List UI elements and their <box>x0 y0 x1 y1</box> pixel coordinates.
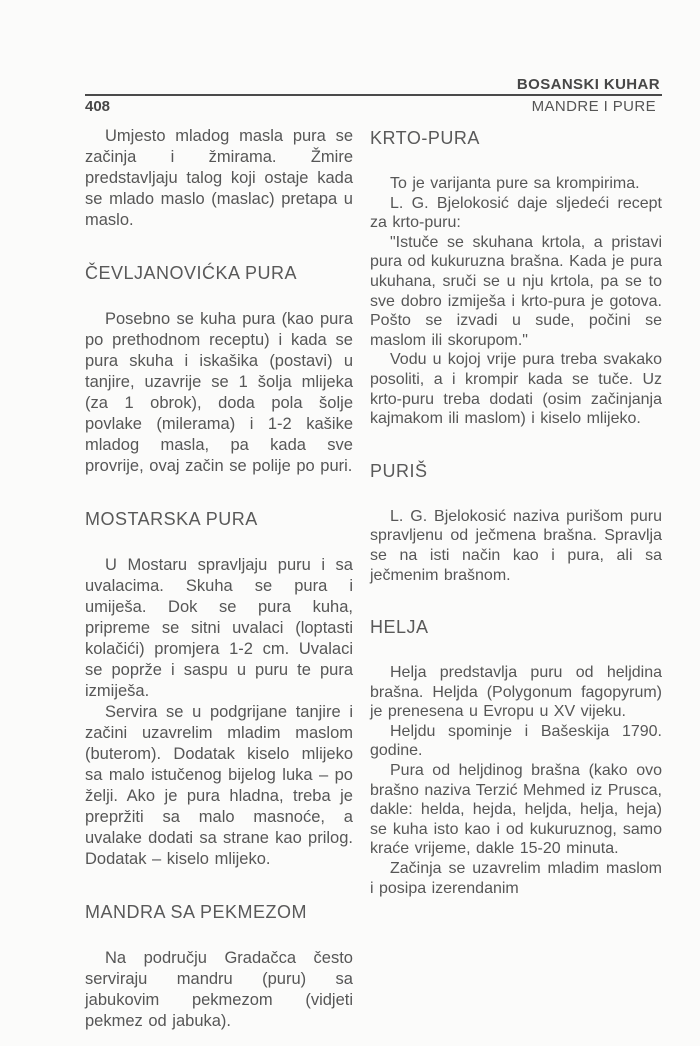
two-column-text <box>85 126 662 1032</box>
right-column <box>370 126 662 1032</box>
paragraph: U Mostaru spravljaju puru i sa uvalacima. Skuha se pura i umiješa. Dok se pura kuha, pripreme se sitni uvalaci (loptasti kolačići) promjera 1-2 cm. Uvalaci se poprže i saspu u puru te pura izmiješa. <box>85 556 353 700</box>
paragraph: Pura od heljdinog brašna (kako ovo brašno naziva Terzić Mehmed iz Prusca, dakle: helda, hejda, heljda, helja, heja) se kuha isto kao i od kukuruznog, samo kraće vrijeme, dakle 15-20 minuta. <box>370 762 662 858</box>
paragraph: Helja predstavlja puru od heljdina brašna. Heljda (Polygonum fagopyrum) je prenesena u Evropu u XV vijeku. <box>370 664 662 721</box>
paragraph: L. G. Bjelokosić naziva purišom puru spravljenu od ječmena brašna. Spravlja se na isti način kao i pura, ali sa ječmenim brašnom. <box>370 507 662 584</box>
paragraph-quote: "Istuče se skuhana krtola, a pristavi pura od kukuruzna brašna. Kada je pura ukuhana, sruči se u nju krtola, pa se to sve dobro izmiješa i krto-pura je gotova. Pošto se izvadi u sude, počini se maslom ili skorupom." <box>370 233 662 349</box>
recipe-section-mandra-sa-pekmezom <box>85 902 353 1032</box>
section-heading: MOSTARSKA PURA <box>85 509 258 529</box>
paragraph: Umjesto mladog masla pura se začinja i žmirama. Žmire predstavljaju talog koji ostaje kada se mlado maslo (maslac) pretapa u maslo. <box>85 127 353 229</box>
book-title: BOSANSKI KUHAR <box>85 76 662 96</box>
paragraph: Na području Gradačca često serviraju mandru (puru) sa jabukovim pekmezom (vidjeti pekmez od jabuka). <box>85 949 353 1030</box>
header-second-row <box>85 96 662 115</box>
paragraph: Servira se u podgrijane tanjire i začini uzavrelim mladim maslom (buterom). Dodatak kiselo mlijeko sa malo istučenog bijelog luka – po želji. Ako je pura hladna, treba je prepržiti sa malo masnoće, a uvalake dodati sa strane kao prilog. Dodatak – kiselo mlijeko. <box>85 703 353 868</box>
recipe-section-puris <box>370 461 662 585</box>
section-heading: ČEVLJANOVIĆKA PURA <box>85 263 298 283</box>
paragraph: Vodu u kojoj vrije pura treba svakako posoliti, a i krompir kada se tuče. Uz krto-puru treba dodati (osim začinjanja kajmakom ili maslom) i kiselo mlijeko. <box>370 351 662 428</box>
section-heading: HELJA <box>370 617 429 638</box>
page-number: 408 <box>85 98 111 115</box>
paragraph: To je varijanta pure sa krompirima. <box>390 175 640 192</box>
section-heading: MANDRA SA PEKMEZOM <box>85 902 308 922</box>
recipe-section-intro <box>85 126 353 231</box>
left-column <box>85 126 353 1032</box>
recipe-section-cevljanovicka-pura <box>85 263 353 477</box>
running-header <box>85 76 662 115</box>
recipe-section-helja <box>370 617 662 898</box>
paragraph-continues-next-page: Začinja se uzavrelim mladim maslom i posipa izerendanim <box>370 860 662 897</box>
recipe-section-krto-pura <box>370 128 662 429</box>
section-heading: PURIŠ <box>370 460 428 481</box>
paragraph: Heljdu spominje i Bašeskija 1790. godine. <box>370 722 662 760</box>
recipe-section-mostarska-pura <box>85 509 353 870</box>
chapter-title: MANDRE I PURE <box>531 98 656 115</box>
paragraph: Posebno se kuha pura (kao pura po prethodnom receptu) i kada se pura skuha i iskašika (postavi) u tanjire, uzavrije se 1 šolja mlijeka (za 1 obrok), doda pola šolje povlake (milerama) i 1-2 kašike mladog masla, pa kada sve provrije, ovaj začin se polije po puri. <box>85 310 353 475</box>
section-heading: KRTO-PURA <box>370 128 480 148</box>
paragraph: L. G. Bjelokosić daje sljedeći recept za krto-puru: <box>370 194 662 232</box>
